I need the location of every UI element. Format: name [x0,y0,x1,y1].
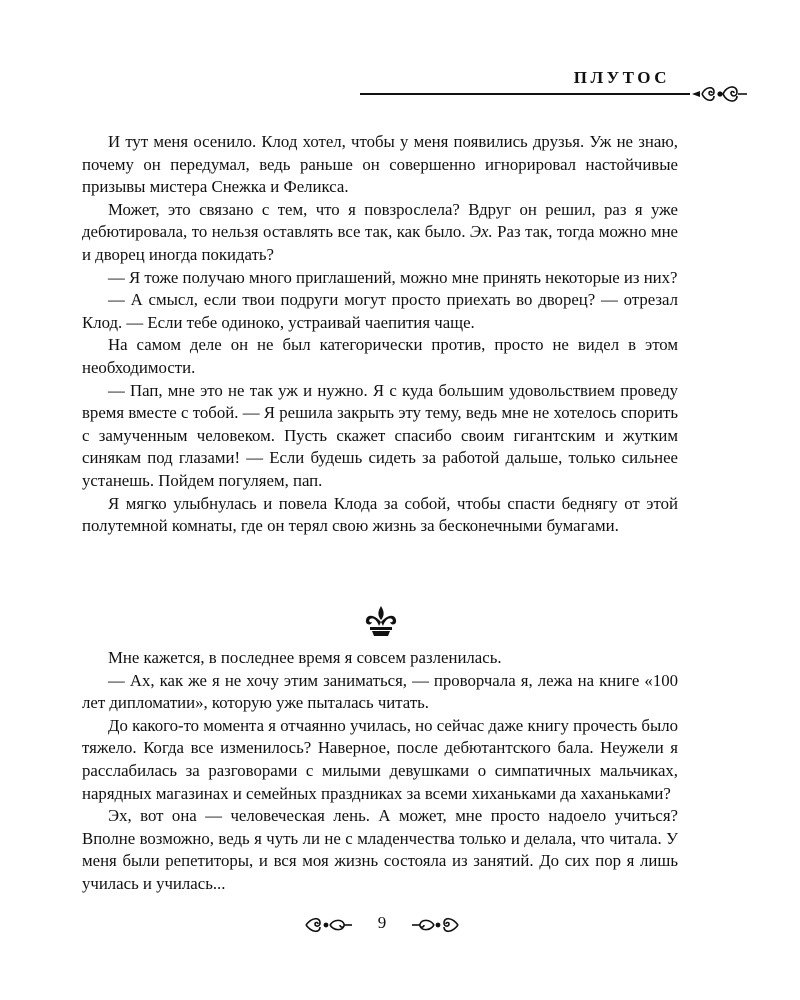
paragraph: — Я тоже получаю много приглашений, можно мне принять некоторые из них? [108,267,678,287]
paragraph: И тут меня осенило. Клод хотел, чтобы у меня появились друзья. Уж не знаю, почему он передумал, ведь раньше он совершенно игнорировал настойчивые призывы мистера Снежка и Феликса. [82,132,678,197]
running-head [0,62,800,112]
paragraph: На самом деле он не был категорически против, просто не видел в этом необходимости. [82,335,678,377]
paragraph-emphasis: Эх. [470,222,493,242]
paragraph: До какого-то момента я отчаянно училась, но сейчас даже книгу прочесть было тяжело. Когда все изменилось? Наверное, после дебютантского бала. Неужели я расслабилась за разговорами с милыми девушками о симпатичных мальчиках, нарядных магазинах и семейных праздниках за всеми хиханьками да хаханьками? [82,715,678,803]
paragraph: Мне кажется, в последнее время я совсем разленилась. [108,648,502,667]
page-footer [0,906,800,942]
paragraph: — Пап, мне это не так уж и нужно. Я с куда большим удовольствием проведу время вместе с тобой. — Я решила закрыть эту тему, ведь мне не хотелось спорить с замученным человеком. Пусть скажет спасибо своим гигантским и жутким синякам под глазами! — Если будешь сидеть за работой дальше, только сильнее устанешь. Пойдем погуляем, пап. [82,380,678,490]
scroll-flourish-icon [690,82,750,111]
text-section-2 [82,647,678,896]
fleur-crown-icon [362,604,400,643]
scroll-flourish-right-icon [410,914,460,941]
paragraph: — Ах, как же я не хочу этим заниматься, — проворчала я, лежа на книге «100 лет дипломатии», которую уже пыталась читать. [82,670,678,713]
text-section-1 [82,131,678,538]
paragraph: Эх, вот она — человеческая лень. А может, мне просто надоело учиться? Вполне возможно, ведь я чуть ли не с младенчества только и делала, что читала. У меня были репетиторы, и вся моя жизнь состояла из занятий. До сих пор я лишь училась и училась... [82,806,678,893]
paragraph-text: Может, это связано с тем, что я повзрослела? Вдруг он решил, раз я уже дебютировала, то нельзя оставлять все так, как было. [82,199,678,242]
paragraph: Я мягко улыбнулась и повела Клода за собой, чтобы спасти беднягу от этой полутемной комнаты, где он терял свою жизнь за бесконечными бумагами. [82,493,678,536]
scroll-flourish-left-icon [304,914,354,941]
running-title: ПЛУТОС [573,68,670,87]
paragraph-text: Раз так, тогда можно мне и дворец иногда покидать? [82,222,679,264]
paragraph: — А смысл, если твои подруги могут просто приехать во дворец? — отрезал Клод. — Если тебе одиноко, устраивай чаепития чаще. [82,290,678,332]
page-number: 9 [377,913,387,932]
paragraph [82,199,678,267]
header-rule [360,93,690,95]
